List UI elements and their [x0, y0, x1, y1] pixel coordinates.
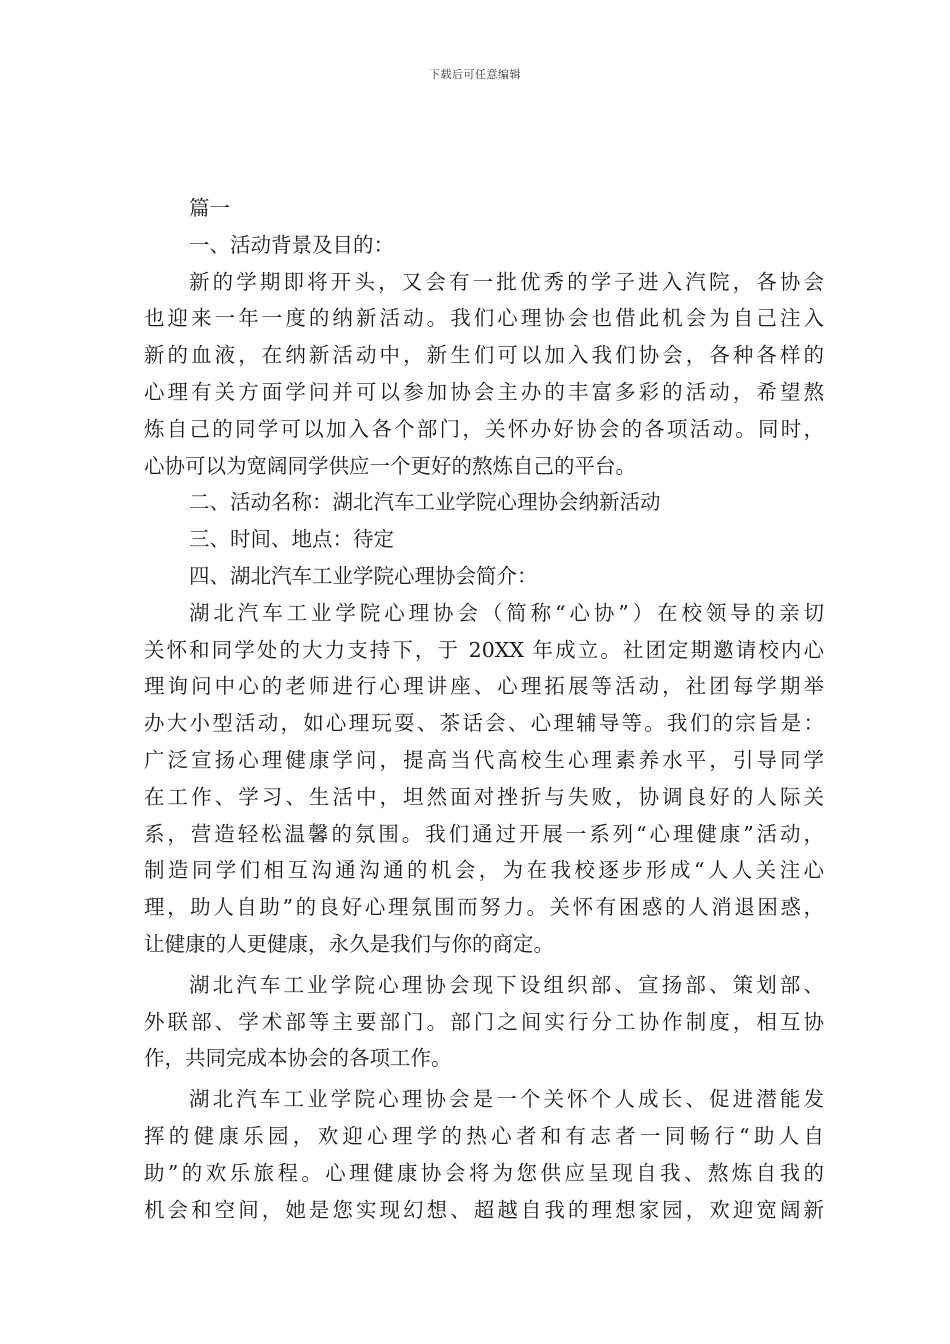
paragraph-line: 湖北汽车工业学院心理协会是一个关怀个人成长、促进潜能发	[189, 1087, 824, 1112]
paragraph-line: 在工作、学习、生活中，坦然面对挫折与失败，协调良好的人际关	[144, 784, 824, 809]
paragraph-line: 制造同学们相互沟通沟通的机会，为在我校逐步形成“人人关注心	[144, 858, 824, 883]
paragraph-line: 新的血液，在纳新活动中，新生们可以加入我们协会，各种各样的	[144, 343, 824, 368]
section-title: 篇一	[189, 196, 230, 220]
heading-background: 一、活动背景及目的：	[189, 232, 394, 257]
paragraph-line: 系，营造轻松温馨的氛围。我们通过开展一系列“心理健康”活动，	[144, 821, 824, 846]
paragraph-line: 助”的欢乐旅程。心理健康协会将为您供应呈现自我、熬炼自我的	[144, 1160, 824, 1185]
heading-introduction: 四、湖北汽车工业学院心理协会简介：	[189, 563, 538, 588]
paragraph-line: 也迎来一年一度的纳新活动。我们心理协会也借此机会为自己注入	[144, 306, 824, 331]
paragraph-line: 让健康的人更健康，永久是我们与你的商定。	[144, 931, 554, 956]
paragraph-line: 关怀和同学处的大力支持下，于 20XX 年成立。社团定期邀请校内心	[144, 637, 824, 662]
paragraph-line: 机会和空间，她是您实现幻想、超越自我的理想家园，欢迎宽阔新	[144, 1197, 824, 1222]
paragraph-line: 湖北汽车工业学院心理协会现下设组织部、宣扬部、策划部、	[189, 972, 824, 997]
paragraph-line: 挥的健康乐园，欢迎心理学的热心者和有志者一同畅行“助人自	[144, 1123, 824, 1148]
heading-activity-name: 二、活动名称：湖北汽车工业学院心理协会纳新活动	[189, 490, 661, 515]
paragraph-line: 理，助人自助”的良好心理氛围而努力。关怀有困惑的人消退困惑，	[144, 895, 824, 920]
header-note: 下载后可任意编辑	[429, 68, 521, 81]
paragraph-line: 心协可以为宽阔同学供应一个更好的熬炼自己的平台。	[144, 453, 636, 478]
paragraph-line: 外联部、学术部等主要部门。部门之间实行分工协作制度，相互协	[144, 1009, 824, 1034]
heading-time-place: 三、时间、地点：待定	[189, 527, 394, 552]
paragraph-line: 作，共同完成本协会的各项工作。	[144, 1046, 452, 1071]
paragraph-line: 广泛宣扬心理健康学问，提高当代高校生心理素养水平，引导同学	[144, 747, 824, 772]
document-body	[144, 190, 824, 1228]
paragraph-line: 理询问中心的老师进行心理讲座、心理拓展等活动，社团每学期举	[144, 674, 824, 699]
paragraph-line: 湖北汽车工业学院心理协会（简称“心协”）在校领导的亲切	[189, 600, 824, 625]
paragraph-line: 炼自己的同学可以加入各个部门，关怀办好协会的各项活动。同时，	[144, 416, 824, 441]
paragraph-line: 办大小型活动，如心理玩耍、茶话会、心理辅导等。我们的宗旨是：	[144, 711, 824, 736]
paragraph-line: 心理有关方面学问并可以参加协会主办的丰富多彩的活动，希望熬	[144, 379, 824, 404]
paragraph-line: 新的学期即将开头，又会有一批优秀的学子进入汽院，各协会	[189, 269, 824, 294]
